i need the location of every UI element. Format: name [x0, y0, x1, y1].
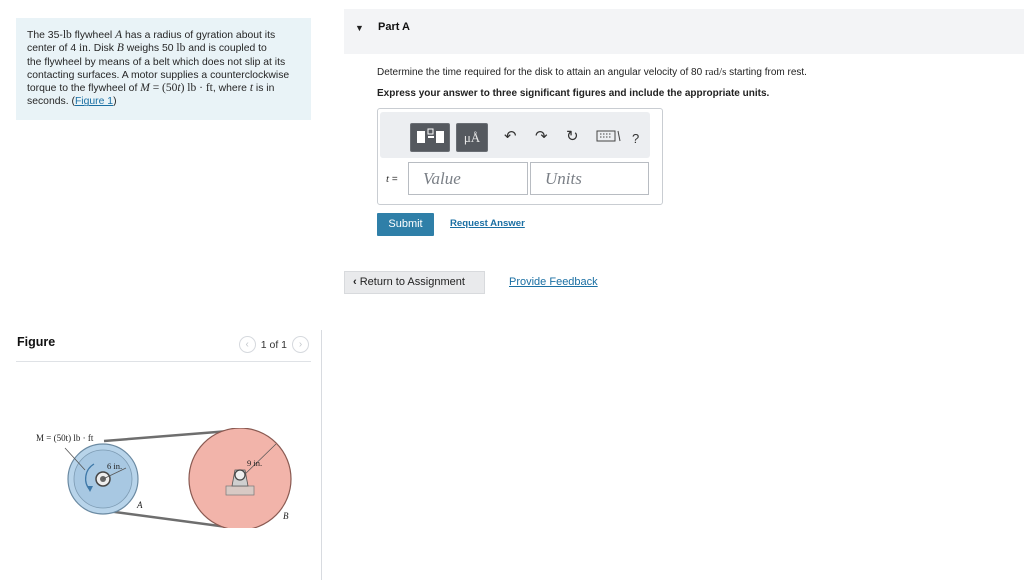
left-panel: [0, 0, 322, 580]
disk-pin: [235, 470, 245, 480]
provide-feedback-link[interactable]: Provide Feedback: [509, 276, 598, 288]
problem-line-3: the flywheel by means of a belt which does not slip at its: [27, 56, 286, 68]
label-a: A: [137, 500, 143, 510]
value-input[interactable]: Value: [408, 162, 528, 195]
answer-box: [377, 108, 663, 205]
chevron-right-icon[interactable]: ›: [292, 336, 309, 353]
math-toolbar: [380, 112, 650, 158]
figure-header: [16, 333, 311, 362]
moment-label: M = (50t) lb · ft: [36, 433, 94, 443]
problem-line-4: contacting surfaces. A motor supplies a counterclockwise: [27, 69, 290, 81]
answer-variable-label: t =: [386, 173, 398, 185]
help-icon[interactable]: ?: [632, 131, 640, 146]
figure-diagram: [30, 428, 300, 528]
templates-button[interactable]: [410, 123, 450, 152]
caret-down-icon[interactable]: ▼: [355, 23, 364, 33]
disk-support-base: [226, 486, 254, 495]
chevron-left-icon: ‹: [353, 276, 357, 288]
problem-line-6: seconds. (Figure 1): [27, 96, 117, 108]
figure-link[interactable]: Figure 1: [74, 96, 114, 108]
redo-icon[interactable]: ↷: [535, 128, 548, 145]
keyboard-icon[interactable]: [596, 129, 622, 146]
chevron-left-icon[interactable]: ‹: [239, 336, 256, 353]
instruction-text: Express your answer to three significant figures and include the appropriate units.: [377, 88, 770, 99]
return-to-assignment-button[interactable]: ‹ Return to Assignment: [344, 271, 485, 294]
request-answer-link[interactable]: Request Answer: [450, 218, 525, 229]
units-button[interactable]: μÅ: [456, 123, 488, 152]
problem-line-1: The 35-lb flywheel A has a radius of gyration about its: [27, 29, 276, 41]
part-title: Part A: [378, 21, 410, 33]
problem-line-5: torque to the flywheel of M = (50t) lb · ft, where t is in: [27, 82, 275, 95]
problem-statement: [16, 18, 311, 120]
radius-label-a: 6 in.: [107, 461, 123, 471]
figure-page-count: 1 of 1: [260, 338, 287, 351]
units-input[interactable]: Units: [530, 162, 649, 195]
panel-divider: [321, 330, 322, 580]
figure-pager: [239, 336, 309, 353]
templates-icon: [411, 124, 449, 151]
figure-title: Figure: [17, 335, 56, 349]
reset-icon[interactable]: ↻: [566, 128, 579, 145]
undo-icon[interactable]: ↶: [504, 128, 517, 145]
label-b: B: [283, 511, 289, 521]
question-text: Determine the time required for the disk to attain an angular velocity of 80 rad/s starting from rest.: [377, 66, 807, 78]
problem-line-2: center of 4 in. Disk B weighs 50 lb and is coupled to: [27, 42, 267, 55]
part-a-header[interactable]: [344, 9, 1024, 54]
submit-button[interactable]: Submit: [377, 213, 434, 236]
radius-label-b: 9 in.: [247, 458, 263, 468]
